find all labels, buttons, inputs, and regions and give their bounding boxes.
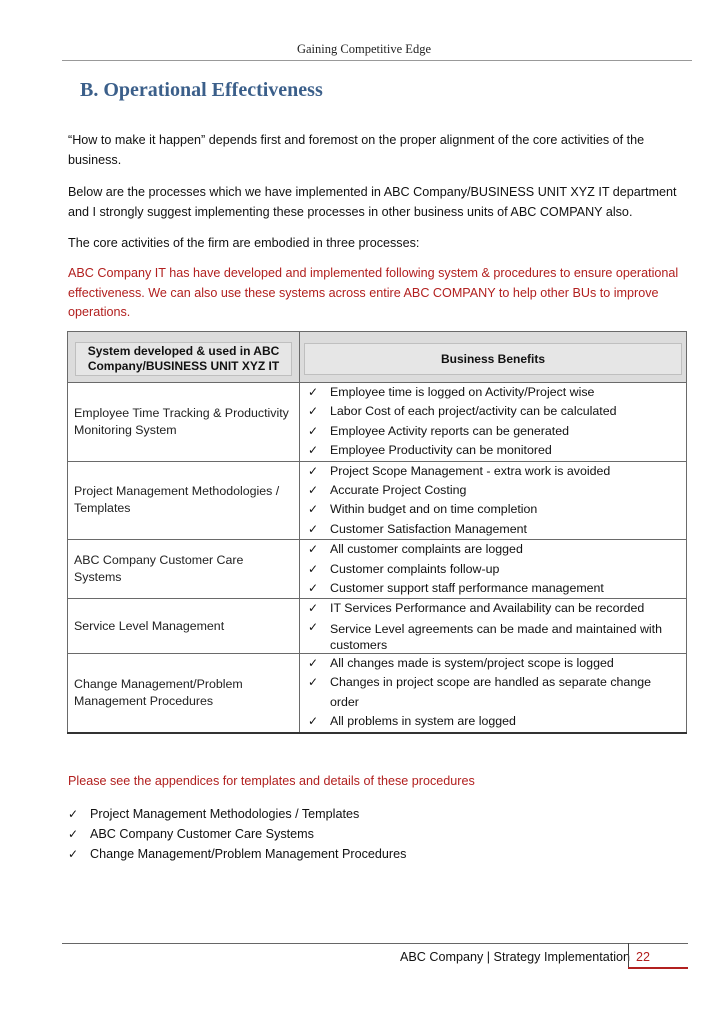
header-divider: [62, 60, 692, 61]
benefit-text: Project Scope Management - extra work is avoided: [330, 463, 611, 478]
footer-separator: [628, 943, 629, 967]
benefits-cell: [300, 540, 687, 599]
checkmark-icon: ✓: [308, 521, 319, 536]
system-cell: Employee Time Tracking & Productivity Monitoring System: [68, 383, 300, 462]
table-row: [68, 461, 687, 540]
checkmark-icon: ✓: [68, 807, 79, 821]
benefit-item: [304, 441, 682, 460]
benefit-text: Changes in project scope are handled as separate change order: [330, 675, 652, 709]
benefits-cell: [300, 599, 687, 653]
table-row: [68, 540, 687, 599]
header-cell-benefits: [300, 332, 687, 383]
header-benefits-label: Business Benefits: [304, 343, 682, 375]
benefits-list: [304, 540, 682, 598]
benefits-list: [304, 599, 682, 652]
checkmark-icon: ✓: [308, 423, 319, 438]
benefits-list: [304, 462, 682, 540]
footer-divider: [62, 943, 688, 944]
section-heading: B. Operational Effectiveness: [80, 79, 323, 101]
checkmark-icon: ✓: [308, 655, 319, 670]
benefit-text: Customer support staff performance management: [330, 581, 604, 596]
benefit-text: All problems in system are logged: [330, 714, 516, 729]
system-cell: Service Level Management: [68, 599, 300, 653]
system-cell: Project Management Methodologies / Templates: [68, 461, 300, 540]
appendix-list: [68, 804, 406, 864]
checkmark-icon: ✓: [308, 542, 319, 557]
appendix-item: [68, 804, 406, 824]
checkmark-icon: ✓: [308, 385, 319, 399]
table-header-row: [68, 332, 687, 383]
checkmark-icon: ✓: [308, 404, 319, 419]
system-cell: Change Management/Problem Management Procedures: [68, 653, 300, 732]
table-row: [68, 383, 687, 462]
benefit-text: Employee Productivity can be monitored: [330, 443, 552, 458]
benefit-text: Within budget and on time completion: [330, 502, 538, 517]
appendix-item-text: Project Management Methodologies / Templates: [90, 807, 360, 821]
checkmark-icon: ✓: [308, 443, 319, 458]
benefit-item: [304, 540, 682, 559]
checkmark-icon: ✓: [308, 714, 319, 729]
checkmark-icon: ✓: [308, 502, 319, 517]
benefit-item: [304, 619, 682, 653]
checkmark-icon: ✓: [308, 601, 319, 616]
benefit-item: [304, 462, 682, 481]
checkmark-icon: ✓: [308, 675, 319, 690]
intro-paragraph: “How to make it happen” depends first and foremost on the proper alignment of the core activities of the business.: [68, 133, 645, 167]
benefit-item: [304, 712, 682, 731]
core-activities-paragraph: The core activities of the firm are embodied in three processes:: [68, 236, 420, 250]
table-row: [68, 653, 687, 732]
benefit-item: [304, 579, 682, 598]
benefit-item: [304, 500, 682, 519]
benefit-text: Labor Cost of each project/activity can be calculated: [330, 404, 617, 419]
benefit-text: Accurate Project Costing: [330, 483, 467, 498]
benefit-item: [304, 520, 682, 539]
appendix-item: [68, 844, 406, 864]
benefit-text: All customer complaints are logged: [330, 542, 523, 557]
systems-benefits-table: [67, 331, 687, 734]
footer-label: ABC Company | Strategy Implementation: [400, 950, 631, 964]
benefit-item: [304, 422, 682, 441]
benefit-item: [304, 383, 682, 402]
benefits-list: [304, 383, 682, 461]
benefit-text: Employee Activity reports can be generated: [330, 423, 569, 438]
header-cell-system: [68, 332, 300, 383]
table-row: [68, 599, 687, 653]
benefit-text: IT Services Performance and Availability can be recorded: [330, 601, 645, 616]
benefit-text: Service Level agreements can be made and maintained with customers: [330, 621, 662, 652]
checkmark-icon: ✓: [308, 619, 319, 634]
benefits-cell: [300, 461, 687, 540]
benefits-cell: [300, 383, 687, 462]
benefit-text: Employee time is logged on Activity/Project wise: [330, 385, 595, 399]
benefit-item: [304, 560, 682, 579]
benefit-item: [304, 481, 682, 500]
appendix-note: Please see the appendices for templates and details of these procedures: [68, 774, 475, 788]
processes-paragraph: Below are the processes which we have implemented in ABC Company/BUSINESS UNIT XYZ IT department and I strongly suggest implementing these processes in other business units of ABC COMPANY also.: [68, 185, 677, 219]
benefit-item: [304, 673, 682, 712]
checkmark-icon: ✓: [308, 463, 319, 478]
checkmark-icon: ✓: [308, 561, 319, 576]
checkmark-icon: ✓: [68, 827, 79, 841]
benefit-text: All changes made is system/project scope is logged: [330, 655, 614, 670]
checkmark-icon: ✓: [308, 483, 319, 498]
benefit-text: Customer Satisfaction Management: [330, 521, 527, 536]
checkmark-icon: ✓: [308, 581, 319, 596]
appendix-item-text: Change Management/Problem Management Procedures: [90, 847, 407, 861]
benefit-text: Customer complaints follow-up: [330, 561, 500, 576]
running-header: Gaining Competitive Edge: [296, 42, 431, 56]
checkmark-icon: ✓: [68, 847, 79, 861]
appendix-item: [68, 824, 406, 844]
benefits-list: [304, 654, 682, 732]
system-cell: ABC Company Customer Care Systems: [68, 540, 300, 599]
page-number: 22: [636, 950, 651, 964]
benefit-item: [304, 654, 682, 673]
benefit-item: [304, 599, 682, 618]
benefit-item: [304, 402, 682, 421]
appendix-item-text: ABC Company Customer Care Systems: [90, 827, 314, 841]
it-systems-paragraph: ABC Company IT has have developed and implemented following system & procedures to ensure operational effectiveness. We can also use these systems across entire ABC COMPANY to help other BUs to improve operations.: [68, 266, 679, 319]
header-system-label: System developed & used in ABC Company/BUSINESS UNIT XYZ IT: [75, 342, 292, 376]
benefits-cell: [300, 653, 687, 732]
